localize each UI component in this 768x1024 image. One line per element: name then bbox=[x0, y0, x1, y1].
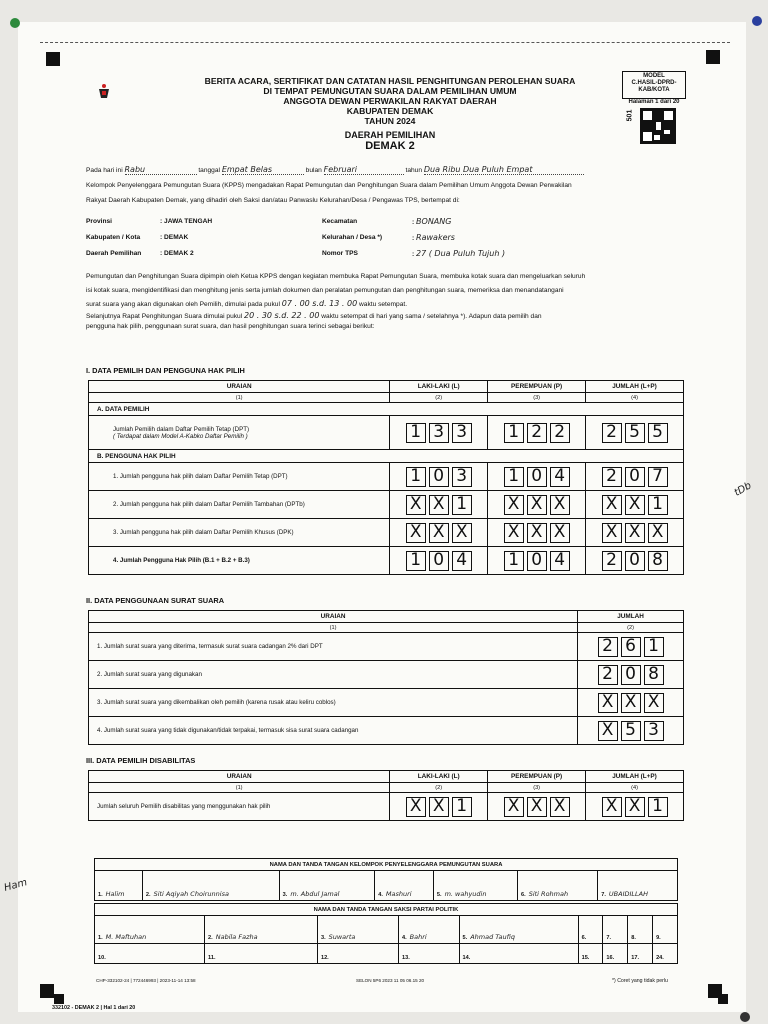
signature-cell bbox=[95, 871, 143, 901]
model-line: C.HASIL-DPRD- bbox=[631, 80, 677, 86]
signature-number: 1. bbox=[98, 935, 103, 941]
opening-line bbox=[86, 166, 696, 175]
signature-cell bbox=[205, 944, 318, 964]
digit-box: 6 bbox=[621, 637, 641, 657]
kabupaten-value: : DEMAK bbox=[160, 234, 189, 241]
digit-box: 1 bbox=[452, 797, 472, 817]
count-time: 20 . 30 s.d. 22 . 00 bbox=[244, 310, 320, 320]
digit-box: 0 bbox=[625, 551, 645, 571]
b3-jumlah-value bbox=[586, 523, 683, 543]
b4-laki-value bbox=[390, 551, 487, 571]
signature-number: 9. bbox=[656, 935, 661, 941]
section2-table bbox=[88, 610, 684, 745]
signature-number: 11. bbox=[208, 955, 216, 961]
signature-cell bbox=[653, 944, 678, 964]
r4-label: 4. Jumlah surat suara yang tidak digunakan/tidak terpakai, termasuk sisa surat suara cadangan bbox=[89, 717, 578, 745]
digit-box: 3 bbox=[452, 423, 472, 443]
title-line: ANGGOTA DEWAN PERWAKILAN RAKYAT DAERAH bbox=[283, 96, 497, 106]
col-num: (2) bbox=[390, 783, 488, 793]
section2-title: II. DATA PENGGUNAAN SURAT SUARA bbox=[86, 596, 225, 605]
crossed-digit-box: X bbox=[625, 523, 645, 543]
kpps-signature-row bbox=[95, 871, 678, 901]
provinsi-value: : JAWA TENGAH bbox=[160, 218, 213, 225]
model-box bbox=[622, 71, 686, 99]
registration-mark bbox=[54, 994, 64, 1004]
kpu-logo-icon bbox=[97, 83, 111, 99]
footer-note: *) Coret yang tidak perlu bbox=[612, 978, 668, 984]
col-num: (2) bbox=[390, 393, 488, 403]
crossed-digit-box: X bbox=[504, 495, 524, 515]
qr-code-icon bbox=[640, 108, 676, 144]
procedure-line: Selanjutnya Rapat Penghitungan Suara dimulai pukul bbox=[86, 312, 243, 320]
signature-name: Siti Rohmah bbox=[528, 890, 569, 898]
b3-perempuan-value bbox=[488, 523, 585, 543]
col-num: (1) bbox=[89, 623, 578, 633]
signature-number: 2. bbox=[145, 892, 151, 898]
dpt-perempuan-value bbox=[488, 423, 585, 443]
crossed-digit-box: X bbox=[598, 721, 618, 741]
daerah-value: DEMAK 2 bbox=[365, 140, 415, 152]
crossed-digit-box: X bbox=[625, 797, 645, 817]
signature-cell bbox=[598, 871, 678, 901]
pin-icon bbox=[740, 1012, 750, 1022]
signature-cell bbox=[459, 944, 578, 964]
digit-box: 0 bbox=[621, 665, 641, 685]
saksi-signature-row2 bbox=[95, 944, 678, 964]
col-num: (1) bbox=[89, 783, 390, 793]
signature-number: 14. bbox=[462, 955, 471, 961]
col-laki: LAKI-LAKI (L) bbox=[390, 771, 488, 783]
col-laki: LAKI-LAKI (L) bbox=[390, 381, 488, 393]
digit-box: 1 bbox=[504, 551, 524, 571]
procedure-line: waktu setempat di hari yang sama / setelahnya *). Adapun data pemilih dan bbox=[321, 312, 542, 320]
margin-note-right: tDb bbox=[732, 480, 754, 499]
section1-title: I. DATA PEMILIH DAN PENGGUNA HAK PILIH bbox=[86, 366, 245, 375]
signature-table bbox=[94, 858, 678, 901]
digit-box: 5 bbox=[625, 423, 645, 443]
crossed-digit-box: X bbox=[550, 495, 570, 515]
procedure-line: pengguna hak pilih, penggunaan surat suara, dan hasil penghitungan suara terinci sebagai berikut: bbox=[86, 323, 375, 330]
footer-left-code: CHP-332102-24 | 772446993 | 2023-11-14 13:58 bbox=[96, 978, 196, 983]
r3-value bbox=[578, 693, 683, 713]
col-num: (1) bbox=[89, 393, 390, 403]
bulan-label: bulan bbox=[305, 167, 322, 174]
col-perempuan: PEREMPUAN (P) bbox=[488, 381, 586, 393]
crossed-digit-box: X bbox=[621, 693, 641, 713]
crossed-digit-box: X bbox=[527, 523, 547, 543]
b4-label: 4. Jumlah Pengguna Hak Pilih (B.1 + B.2 + B.3) bbox=[89, 547, 390, 575]
digit-box: 1 bbox=[644, 637, 664, 657]
r1-label: 1. Jumlah surat suara yang diterima, termasuk surat suara cadangan 2% dari DPT bbox=[89, 633, 578, 661]
signature-name: m. wahyudin bbox=[444, 890, 487, 898]
digit-box: 8 bbox=[644, 665, 664, 685]
document-title bbox=[160, 76, 620, 126]
col-num: (4) bbox=[586, 783, 684, 793]
signature-cell bbox=[95, 944, 205, 964]
section3-table bbox=[88, 770, 684, 821]
saksi-signature-row bbox=[95, 916, 678, 944]
registration-mark bbox=[718, 994, 728, 1004]
section3-title: III. DATA PEMILIH DISABILITAS bbox=[86, 756, 196, 765]
signature-number: 5. bbox=[462, 935, 468, 941]
digit-box: 8 bbox=[648, 551, 668, 571]
col-num: (2) bbox=[578, 623, 684, 633]
signature-number: 5. bbox=[436, 892, 442, 898]
digit-box: 2 bbox=[527, 423, 547, 443]
crossed-digit-box: X bbox=[429, 523, 449, 543]
tanggal-label: tanggal bbox=[198, 167, 220, 174]
dpt-jumlah-value bbox=[586, 423, 683, 443]
signature-name: M. Maftuhan bbox=[105, 933, 147, 941]
signature-cell bbox=[459, 916, 578, 944]
kelurahan-label: Kelurahan / Desa *) bbox=[322, 234, 383, 241]
qr-number: 501 bbox=[626, 109, 634, 122]
signature-cell bbox=[603, 944, 628, 964]
b3-laki-value bbox=[390, 523, 487, 543]
digit-box: 1 bbox=[406, 467, 426, 487]
digit-box: 2 bbox=[598, 637, 618, 657]
dpt-laki-value bbox=[390, 423, 487, 443]
signature-number: 1. bbox=[98, 892, 103, 898]
crossed-digit-box: X bbox=[644, 693, 664, 713]
crossed-digit-box: X bbox=[527, 495, 547, 515]
digit-box: 7 bbox=[648, 467, 668, 487]
signature-cell bbox=[518, 871, 598, 901]
digit-box: 0 bbox=[625, 467, 645, 487]
col-jumlah: JUMLAH (L+P) bbox=[586, 771, 684, 783]
signature-cell bbox=[578, 916, 603, 944]
col-uraian: URAIAN bbox=[89, 771, 390, 783]
signature-name: Suwarta bbox=[328, 933, 356, 941]
pin-icon bbox=[10, 18, 20, 28]
digit-box: 4 bbox=[452, 551, 472, 571]
crossed-digit-box: X bbox=[550, 797, 570, 817]
crossed-digit-box: X bbox=[550, 523, 570, 543]
col-num: (3) bbox=[488, 783, 586, 793]
signature-number: 10. bbox=[98, 955, 106, 961]
signature-cell bbox=[578, 944, 603, 964]
col-jumlah: JUMLAH bbox=[578, 611, 684, 623]
signature-cell bbox=[653, 916, 678, 944]
margin-note-left: Ham bbox=[2, 877, 29, 894]
crossed-digit-box: X bbox=[602, 495, 622, 515]
signature-number: 15. bbox=[581, 955, 590, 961]
b2-jumlah-value bbox=[586, 495, 683, 515]
signature-number: 17. bbox=[631, 955, 640, 961]
daerah-label: DAERAH PEMILIHAN bbox=[344, 130, 436, 140]
digit-box: 0 bbox=[429, 551, 449, 571]
digit-box: 0 bbox=[429, 467, 449, 487]
signature-cell bbox=[317, 944, 398, 964]
signature-cell bbox=[628, 916, 653, 944]
disabilitas-perempuan-value bbox=[488, 797, 585, 817]
signature-number: 4. bbox=[401, 935, 407, 941]
digit-box: 4 bbox=[550, 551, 570, 571]
crossed-digit-box: X bbox=[406, 495, 426, 515]
disabilitas-jumlah-value bbox=[586, 797, 683, 817]
b1-perempuan-value bbox=[488, 467, 585, 487]
crossed-digit-box: X bbox=[504, 523, 524, 543]
b2-laki-value bbox=[390, 495, 487, 515]
signature-name: Halim bbox=[105, 890, 125, 898]
r4-value bbox=[578, 721, 683, 741]
daerah-pemilihan bbox=[300, 130, 480, 152]
model-line: MODEL bbox=[643, 73, 665, 79]
crossed-digit-box: X bbox=[602, 523, 622, 543]
digit-box: 3 bbox=[452, 467, 472, 487]
hari-value: Rabu bbox=[125, 166, 197, 175]
dpt-label: Jumlah Pemilih dalam Daftar Pemilih Tetap (DPT) bbox=[113, 425, 250, 433]
opening-paragraph bbox=[86, 181, 690, 206]
col-uraian: URAIAN bbox=[89, 611, 578, 623]
registration-mark bbox=[706, 50, 720, 64]
start-time: 07 . 00 s.d. 13 . 00 bbox=[281, 299, 358, 308]
perforation-line bbox=[40, 42, 730, 43]
disabilitas-laki-value bbox=[390, 797, 487, 817]
b3-label: 3. Jumlah pengguna hak pilih dalam Daftar Pemilih Khusus (DPK) bbox=[89, 519, 390, 547]
signature-cell bbox=[95, 916, 205, 944]
digit-box: 0 bbox=[527, 551, 547, 571]
col-num: (3) bbox=[488, 393, 586, 403]
b1-jumlah-value bbox=[586, 467, 683, 487]
signature-number: 6. bbox=[581, 935, 587, 941]
provinsi-label: Provinsi bbox=[86, 218, 113, 225]
subheading-a: A. DATA PEMILIH bbox=[89, 403, 684, 416]
kecamatan-label: Kecamatan bbox=[322, 218, 358, 225]
signature-cell bbox=[433, 871, 517, 901]
procedure-paragraph bbox=[86, 272, 690, 333]
procedure-line: surat suara yang akan digunakan oleh Pemilih, dimulai pada pukul bbox=[86, 301, 280, 308]
signature-cell bbox=[279, 871, 375, 901]
digit-box: 4 bbox=[550, 467, 570, 487]
title-line: DI TEMPAT PEMUNGUTAN SUARA DALAM PEMILIHAN UMUM bbox=[263, 86, 517, 96]
crossed-digit-box: X bbox=[429, 495, 449, 515]
crossed-digit-box: X bbox=[648, 523, 668, 543]
footer-page: 332102 - DEMAK 2 | Hal 1 dari 20 bbox=[52, 1005, 136, 1011]
crossed-digit-box: X bbox=[625, 495, 645, 515]
signature-number: 4. bbox=[378, 892, 383, 898]
b1-laki-value bbox=[390, 467, 487, 487]
digit-box: 1 bbox=[406, 423, 426, 443]
signature-name: Siti Aqiyah Choirunnisa bbox=[153, 890, 229, 898]
tps-value: 27 ( Dua Puluh Tujuh ) bbox=[416, 249, 506, 258]
dapil-label: Daerah Pemilihan bbox=[86, 250, 142, 257]
opening-line2: Rakyat Daerah Kabupaten Demak, yang dihadiri oleh Saksi dan/atau Panwaslu Kelurahan/Desa / Pengawas TPS, bertempat di: bbox=[86, 196, 460, 204]
b2-label: 2. Jumlah pengguna hak pilih dalam Daftar Pemilih Tambahan (DPTb) bbox=[89, 491, 390, 519]
tanggal-value: Empat Belas bbox=[222, 166, 304, 175]
bulan-value: Februari bbox=[324, 166, 404, 175]
section1-table bbox=[88, 380, 684, 575]
digit-box: 5 bbox=[648, 423, 668, 443]
kecamatan-value: BONANG bbox=[416, 217, 452, 226]
registration-mark bbox=[46, 52, 60, 66]
pin-icon bbox=[752, 16, 762, 26]
signature-name: Ahmad Taufiq bbox=[470, 933, 515, 941]
signature-name: Mashuri bbox=[385, 890, 412, 898]
signature-number: 16. bbox=[606, 955, 615, 961]
signature-number: 7. bbox=[601, 892, 606, 898]
digit-box: 2 bbox=[602, 467, 622, 487]
b2-perempuan-value bbox=[488, 495, 585, 515]
digit-box: 1 bbox=[648, 797, 668, 817]
signature-number: 3. bbox=[282, 892, 288, 898]
col-num: (4) bbox=[586, 393, 684, 403]
title-line: TAHUN 2024 bbox=[364, 116, 416, 126]
signature-cell bbox=[317, 916, 398, 944]
dpt-note: ( Terdapat dalam Model A-Kabko Daftar Pemilih ) bbox=[113, 432, 248, 440]
digit-box: 3 bbox=[644, 721, 664, 741]
tahun-value: Dua Ribu Dua Puluh Empat bbox=[424, 166, 584, 175]
saksi-table bbox=[94, 903, 678, 964]
kelurahan-value: Rawakers bbox=[416, 233, 455, 242]
r3-label: 3. Jumlah surat suara yang dikembalikan oleh pemilih (karena rusak atau keliru coblos) bbox=[89, 689, 578, 717]
registration-mark bbox=[40, 984, 54, 998]
hari-label: Pada hari ini bbox=[86, 167, 123, 174]
digit-box: 2 bbox=[550, 423, 570, 443]
r2-value bbox=[578, 665, 683, 685]
tps-label: Nomor TPS bbox=[322, 250, 358, 257]
signature-number: 8. bbox=[631, 935, 636, 941]
b4-perempuan-value bbox=[488, 551, 585, 571]
col-jumlah: JUMLAH (L+P) bbox=[586, 381, 684, 393]
crossed-digit-box: X bbox=[598, 693, 618, 713]
signature-number: 13. bbox=[401, 955, 410, 961]
crossed-digit-box: X bbox=[504, 797, 524, 817]
opening-line1: Kelompok Penyelenggara Pemungutan Suara (KPPS) mengadakan Rapat Pemungutan dan Penghitungan Suara dalam Pemilihan Umum Anggota Dewan Perwakilan bbox=[86, 182, 572, 189]
tahun-label: tahun bbox=[405, 167, 423, 174]
signature-number: 6. bbox=[521, 892, 526, 898]
r1-value bbox=[578, 637, 683, 657]
digit-box: 0 bbox=[527, 467, 547, 487]
signature-name: Nabila Fazha bbox=[215, 933, 258, 941]
crossed-digit-box: X bbox=[602, 797, 622, 817]
procedure-line: isi kotak suara, mengidentifikasi dan menghitung jenis serta jumlah dokumen dan peralatan pemungutan dan penghitungan suara, memeriksa dan menandatangani bbox=[86, 286, 564, 294]
title-line: KABUPATEN DEMAK bbox=[346, 106, 434, 116]
col-uraian: URAIAN bbox=[89, 381, 390, 393]
signature-cell bbox=[375, 871, 434, 901]
b4-jumlah-value bbox=[586, 551, 683, 571]
signature-number: 2. bbox=[208, 935, 213, 941]
kpps-title: NAMA DAN TANDA TANGAN KELOMPOK PENYELENGGARA PEMUNGUTAN SUARA bbox=[95, 859, 678, 871]
subheading-b: B. PENGGUNA HAK PILIH bbox=[89, 450, 684, 463]
signature-name: UBAIDILLAH bbox=[608, 890, 648, 898]
digit-box: 2 bbox=[602, 423, 622, 443]
signature-number: 24. bbox=[656, 955, 664, 961]
digit-box: 1 bbox=[406, 551, 426, 571]
disabilitas-label: Jumlah seluruh Pemilih disabilitas yang menggunakan hak pilih bbox=[89, 793, 390, 821]
signature-number: 3. bbox=[320, 935, 326, 941]
signature-cell bbox=[142, 871, 279, 901]
kabupaten-label: Kabupaten / Kota bbox=[86, 234, 141, 241]
signature-name: m. Abdul Jamal bbox=[290, 890, 340, 898]
signature-cell bbox=[628, 944, 653, 964]
signature-name: Bahri bbox=[409, 933, 427, 941]
signature-cell bbox=[603, 916, 628, 944]
crossed-digit-box: X bbox=[406, 523, 426, 543]
procedure-line: waktu setempat. bbox=[359, 301, 408, 308]
crossed-digit-box: X bbox=[406, 797, 426, 817]
title-line: BERITA ACARA, SERTIFIKAT DAN CATATAN HASIL PENGHITUNGAN PEROLEHAN SUARA bbox=[204, 76, 576, 86]
signature-number: 12. bbox=[320, 955, 329, 961]
model-line: KAB/KOTA bbox=[638, 87, 670, 93]
b1-label: 1. Jumlah pengguna hak pilih dalam Daftar Pemilih Tetap (DPT) bbox=[89, 463, 390, 491]
dapil-value: : DEMAK 2 bbox=[160, 250, 194, 257]
signature-cell bbox=[205, 916, 318, 944]
digit-box: 1 bbox=[504, 423, 524, 443]
signature-cell bbox=[398, 916, 459, 944]
digit-box: 3 bbox=[429, 423, 449, 443]
crossed-digit-box: X bbox=[429, 797, 449, 817]
crossed-digit-box: X bbox=[527, 797, 547, 817]
signature-cell bbox=[398, 944, 459, 964]
signature-number: 7. bbox=[606, 935, 612, 941]
digit-box: 5 bbox=[621, 721, 641, 741]
digit-box: 1 bbox=[452, 495, 472, 515]
procedure-line: Pemungutan dan Penghitungan Suara dipimpin oleh Ketua KPPS dengan kegiatan membuka Rapat Pemungutan Suara, membuka kotak suara dan mengeluarkan seluruh bbox=[86, 273, 586, 280]
digit-box: 2 bbox=[602, 551, 622, 571]
digit-box: 1 bbox=[504, 467, 524, 487]
halaman-label: Halaman 1 dari 20 bbox=[628, 99, 680, 105]
col-perempuan: PEREMPUAN (P) bbox=[488, 771, 586, 783]
digit-box: 1 bbox=[648, 495, 668, 515]
crossed-digit-box: X bbox=[452, 523, 472, 543]
digit-box: 2 bbox=[598, 665, 618, 685]
r2-label: 2. Jumlah surat suara yang digunakan bbox=[89, 661, 578, 689]
footer-mid-code: SELON 5P6 2023 11 05 06.15 20 bbox=[356, 978, 425, 983]
saksi-title: NAMA DAN TANDA TANGAN SAKSI PARTAI POLITIK bbox=[95, 904, 678, 916]
